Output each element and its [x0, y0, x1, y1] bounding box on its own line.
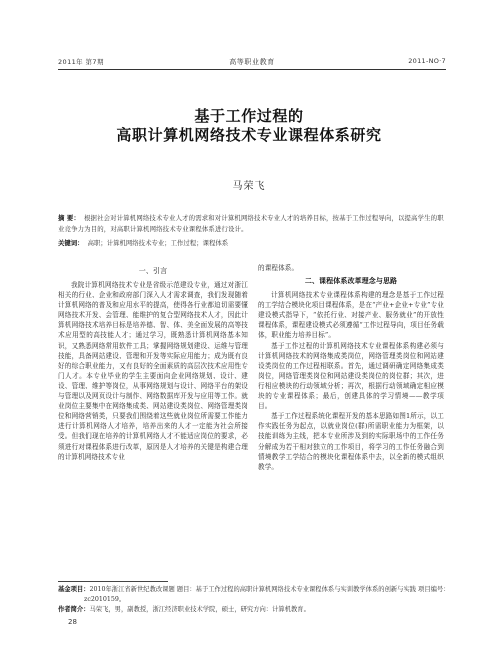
- fund-footnote: [58, 585, 458, 605]
- running-header: [58, 55, 446, 69]
- body-paragraph-continuation: 的课程体系。: [258, 264, 299, 272]
- body-paragraph: 我院计算机网络技术专业是省级示范建设专业，通过对浙江相关的行业、企业和政府部门深入人才需求调查，我们发现随着计算机网络的普及和应用水平的提高，使得各行业都迫切需要懂网络技术开发、会管理、能维护的复合型网络技术人才，因此计算机网络技术培养目标是培养德、智、体、美全面发展的高等技术应用型的高技能人才；通过学习，既熟悉计算机网络基本知识，又熟悉网络常用软件工具；掌握网络规划建设、运维与管理技能，具备网站建设、管理和开发等实际应用能力；成为既有良好的综合职业能力，又有良好的全面素质的高层次技术应用性专门人才。本专业毕业的学生主要面向企业网络规划、设计、建设、管理、维护等岗位，从事网络规划与设计、网络平台的架设与管理以及网页设计与制作、网络数据库开发与应用等工作。就业岗位主要集中在网络集成类、网站建设类岗位、网络管理类岗位和网络营销类，只要我们围绕着这些就业岗位所需要工作能力进行计算机网络人才培养，培养出来的人才一定能为社会所接受。但我们现在培养的计算机网络人才不能适应岗位的要求，必须进行对课程体系进行改革，原因是人才培养的关键是构建合理的计算机网络技术专业: [58, 281, 248, 461]
- header-rule: [58, 69, 446, 70]
- abstract-text: 根据社会对计算机网络技术专业人才的需求和对计算机网络技术专业人才的培养目标，按基于工作过程导向，以提高学生的职业竞争力为目的，对高职计算机网络技术专业课程体系进行设计。: [58, 214, 444, 233]
- fund-text: 2010年浙江省新世纪教改课题 题目：基于工作过程的高职计算机网络技术专业课程体系与实训教学体系的创新与实践 项目编号：zc2010159。: [84, 586, 450, 603]
- body-paragraph: 计算机网络技术专业课程体系构建的理念是基于工作过程的工学结合模块化项目课程体系，是在“产业+企业+专业”专业建设模式指导下，“依托行业、对接产业、服务就业”的开放性课程体系，课程建设模式必须遵循“工作过程导向，项目任务载体，职业能力培养目标”。: [258, 291, 444, 340]
- abstract: [58, 213, 448, 234]
- issue-label: 2011年 第7期: [58, 58, 104, 66]
- keywords: [58, 238, 448, 248]
- left-column: [58, 263, 248, 462]
- article-title-line-1: 基于工作过程的: [194, 107, 304, 125]
- footnotes: [58, 585, 458, 615]
- right-column: [258, 263, 444, 472]
- fund-label: 基金项目：: [58, 586, 90, 593]
- article-title-line-2: 高职计算机网络技术专业课程体系研究: [116, 126, 382, 144]
- body-paragraph: 基于工作过程的计算机网络技术专业课程体系构建必须与计算机网络技术的网络集成类岗位，网络管理类岗位和网站建设类岗位的工作过程相联系。首先，通过调研确定网络集成类岗位，网络管理类岗位和网站建设类岗位的岗位群；其次，进行相应模块的行动领域分析；再次，根据行动领域确定相应模块的专业课程体系；最后，创建具体的学习情境——教学项目。: [258, 341, 444, 411]
- author-footnote: [58, 605, 458, 615]
- issue-code: 2011-NO·7: [408, 57, 446, 65]
- author-bio-label: 作者简介：: [58, 606, 90, 613]
- author-name: 马荣飞: [232, 181, 266, 192]
- keywords-label: 关键词：: [58, 239, 84, 247]
- section-heading-reform: 二、课程体系改革理念与思路: [304, 277, 398, 286]
- section-heading-introduction: 一、引言: [138, 267, 168, 275]
- author-bio-text: 马荣飞，男，副教授，浙江经济职业技术学院，硕士，研究方向：计算机教育。: [89, 606, 310, 613]
- journal-name: 高等职业教育: [229, 58, 275, 66]
- abstract-label: 摘 要：: [58, 214, 80, 222]
- keywords-text: 高职；计算机网络技术专业；工作过程；课程体系: [87, 239, 229, 247]
- page-number: 28: [68, 618, 77, 626]
- footnote-rule: [58, 581, 168, 582]
- body-paragraph: 基于工作过程系统化课程开发的基本思路如图1所示，以工作实践任务为起点，以就业岗位(群)所需职业能力为框架，以技能训练为主线，把本专业所涉及到的实际职场中的工作任务分解成为若干相对独立的工作项目，将学习的工作任务融合到情境教学工学结合的模块化课程体系中去，以全新的模式组织教学。: [258, 412, 444, 471]
